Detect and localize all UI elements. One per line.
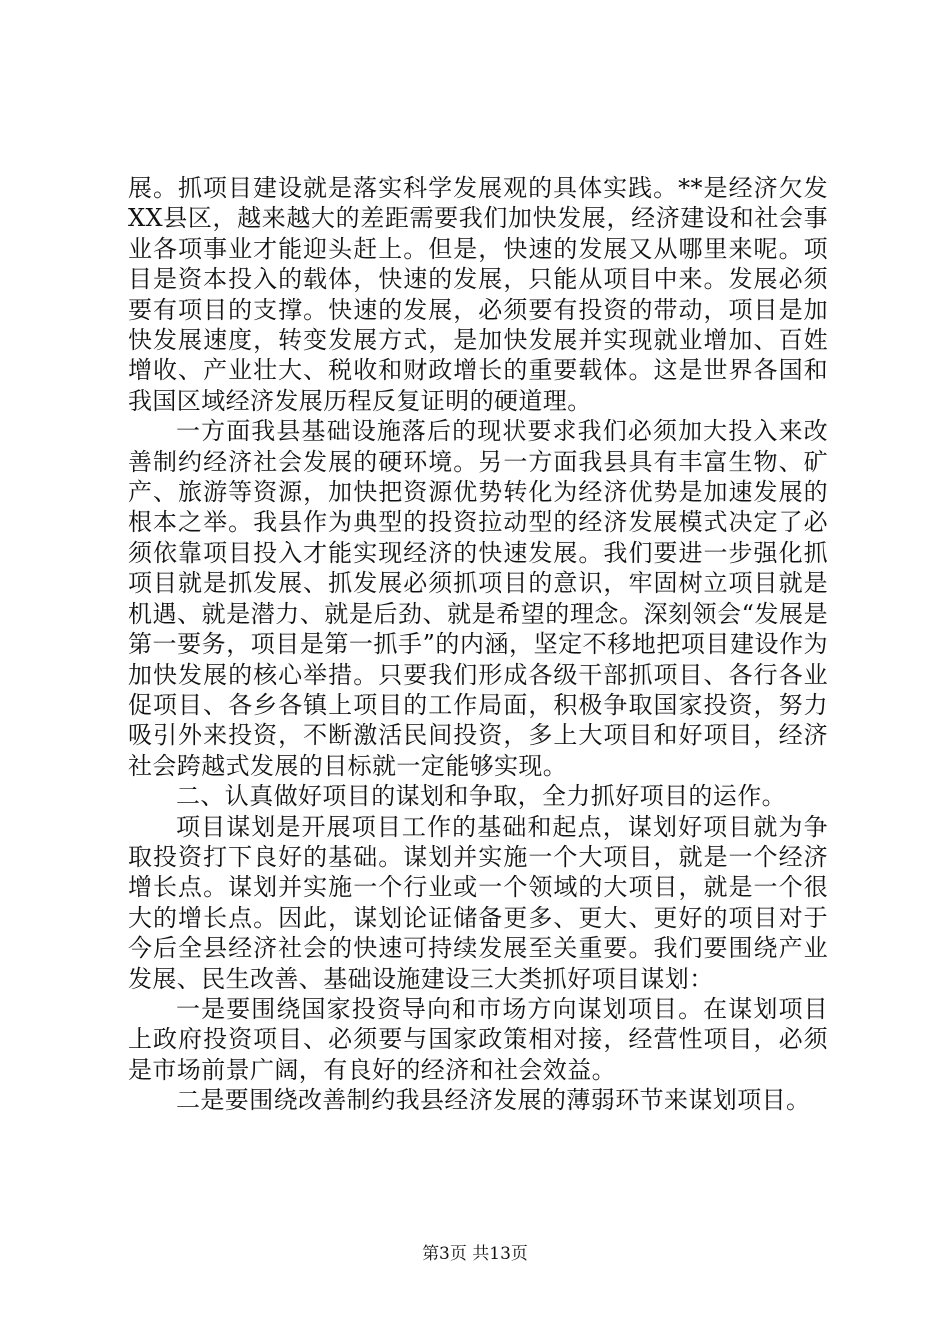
paragraph-4: 项目谋划是开展项目工作的基础和起点，谋划好项目就为争取投资打下良好的基础。谋划并实施一个大项目，就是一个经济增长点。谋划并实施一个行业或一个领域的大项目，就是一个很大的增长点。因此，谋划论证储备更多、更大、更好的项目对于今后全县经济社会的快速可持续发展至关重要。我们要围绕产业发展、民生改善、基础设施建设三大类抓好项目谋划：: [128, 812, 828, 993]
page-number-label: 第3页 共13页: [422, 1244, 528, 1264]
page-footer: [0, 1243, 950, 1265]
paragraph-5: 一是要围绕国家投资导向和市场方向谋划项目。在谋划项目上政府投资项目、必须要与国家政策相对接，经营性项目，必须是市场前景广阔，有良好的经济和社会效益。: [128, 994, 828, 1084]
section-heading-2: 二、认真做好项目的谋划和争取，全力抓好项目的运作。: [176, 782, 786, 811]
paragraph-1: 展。抓项目建设就是落实科学发展观的具体实践。**是经济欠发XX县区，越来越大的差距需要我们加快发展，经济建设和社会事业各项事业才能迎头赶上。但是，快速的发展又从哪里来呢。项目是资本投入的载体，快速的发展，只能从项目中来。发展必须要有项目的支撑。快速的发展，必须要有投资的带动，项目是加快发展速度，转变发展方式，是加快发展并实现就业增加、百姓增收、产业壮大、税收和财政增长的重要载体。这是世界各国和我国区域经济发展历程反复证明的硬道理。: [128, 174, 828, 415]
paragraph-2: 一方面我县基础设施落后的现状要求我们必须加大投入来改善制约经济社会发展的硬环境。另一方面我县具有丰富生物、矿产、旅游等资源，加快把资源优势转化为经济优势是加速发展的根本之举。我县作为典型的投资拉动型的经济发展模式决定了必须依靠项目投入才能实现经济的快速发展。我们要进一步强化抓项目就是抓发展、抓发展必须抓项目的意识，牢固树立项目就是机遇、就是潜力、就是后劲、就是希望的理念。深刻领会“发展是第一要务，项目是第一抓手”的内涵，坚定不移地把项目建设作为加快发展的核心举措。只要我们形成各级干部抓项目、各行各业促项目、各乡各镇上项目的工作局面，积极争取国家投资，努力吸引外来投资，不断激活民间投资，多上大项目和好项目，经济社会跨越式发展的目标就一定能够实现。: [128, 417, 828, 780]
paragraph-6: 二是要围绕改善制约我县经济发展的薄弱环节来谋划项目。: [176, 1086, 811, 1115]
document-body: [128, 173, 828, 1116]
